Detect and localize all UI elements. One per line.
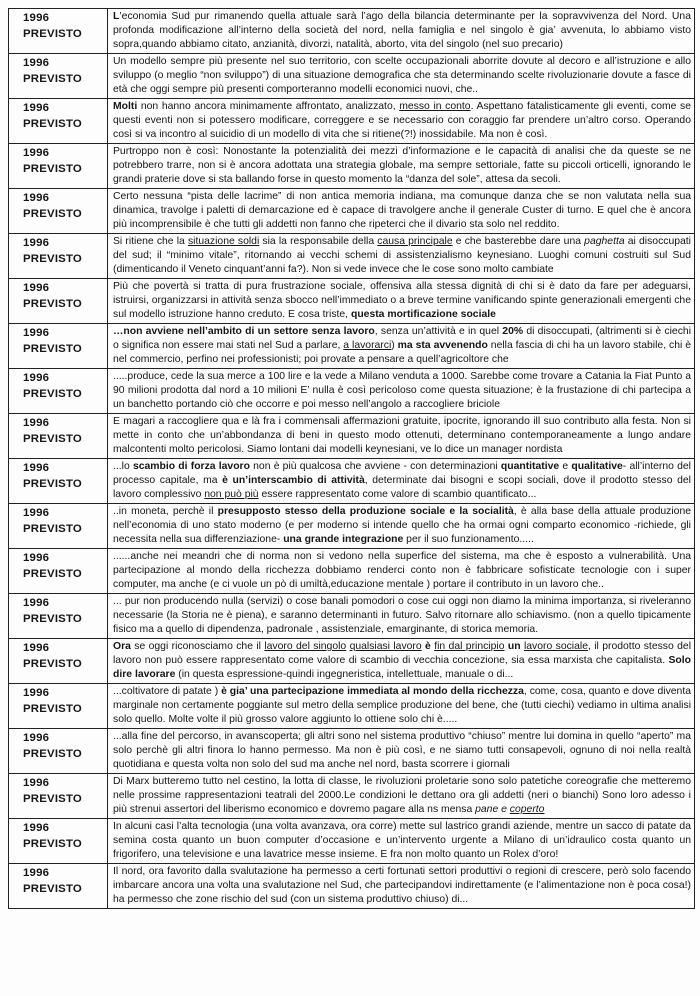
table-row (9, 369, 695, 414)
row-text-cell (108, 9, 695, 54)
table-row (9, 279, 695, 324)
table-row (9, 594, 695, 639)
year-label: 1996 (23, 237, 50, 249)
year-label: 1996 (23, 147, 50, 159)
table-row (9, 729, 695, 774)
status-label: PREVISTO (23, 208, 82, 220)
row-label-cell (9, 144, 108, 189)
year-label: 1996 (23, 192, 50, 204)
row-label-cell (9, 504, 108, 549)
paragraph-text (108, 819, 694, 863)
row-text-cell (108, 459, 695, 504)
status-label: PREVISTO (23, 838, 82, 850)
status-label: PREVISTO (23, 343, 82, 355)
text-segment: Si ritiene che la (113, 236, 188, 247)
status-label: PREVISTO (23, 163, 82, 175)
text-segment: nella fascia di chi ha un lavoro stabile, chi è nel commercio, perfino nei professionisti; poi provate a pensare a quell’agricoltore che (113, 339, 692, 365)
row-label-cell (9, 324, 108, 369)
text-segment: , determinate dai bisogni e scopi sociali, dove il prodotto stesso del lavoro complessivo (113, 474, 691, 500)
year-label: 1996 (23, 102, 50, 114)
text-segment: ai disoccupati del sud; il “minimo vitale”, ritornando ai vecchi schemi di assistenzialismo keynesiano. Luoghi comuni costruiti sul Sud (dimenticando il Veneto cinquant’anni fa?). Non si vede invece che le cose sono molto cambiate (113, 236, 691, 275)
text-segment: essere rappresentato come valore di scambio quantificato... (258, 488, 537, 500)
text-segment: fin dal principio (434, 641, 505, 652)
text-segment: pane e (475, 803, 510, 815)
paragraph-text (108, 549, 694, 593)
text-segment: paghetta (584, 236, 625, 247)
status-label: PREVISTO (23, 433, 82, 445)
text-segment: (in questa espressione-quindi ingegneristica, intellettuale, manuale o di... (175, 668, 514, 680)
status-label: PREVISTO (23, 613, 82, 625)
table-row (9, 459, 695, 504)
text-segment: . Aspettano fatalisticamente gli eventi, come se questi eventi non si potessero modificare, correggere e se necessario con coraggio far prendere un’altro corso. Operando così si va incontro al suicidio di un modello di vita che si ritiene(?!) inossidabile. Ma non è così. (113, 101, 691, 140)
row-text-cell (108, 369, 695, 414)
row-label-cell (9, 459, 108, 504)
year-label: 1996 (23, 12, 50, 24)
paragraph-text (108, 369, 694, 413)
paragraph-text (108, 774, 694, 818)
text-segment: di disoccupati, (altrimenti si è ciechi o significa non essere mai stati nel Sud a parlare, (113, 326, 691, 351)
table-row (9, 684, 695, 729)
row-label-cell (9, 279, 108, 324)
row-label-cell (9, 774, 108, 819)
text-segment: ’economia Sud pur rimanendo quella attuale sarà l’ago della bilancia determinante per la sopravvivenza del Nord. Una profonda modificazione all’interno della società del nord, nella famiglia e nel singolo è gia’ avvenuta, lo abbiamo visto sopra,quando abbiamo citato, anzianità, divorzi, natalità, aborto, vita del singolo (nel suo precario) (113, 11, 691, 50)
year-label: 1996 (23, 687, 50, 699)
paragraph-text (108, 144, 694, 188)
year-label: 1996 (23, 552, 50, 564)
status-label: PREVISTO (23, 388, 82, 400)
row-label-cell (9, 684, 108, 729)
text-segment: presupposto stesso della produzione sociale e la socialità (217, 506, 514, 517)
table-row (9, 144, 695, 189)
text-segment: quantitative (500, 461, 560, 472)
row-text-cell (108, 819, 695, 864)
year-label: 1996 (23, 57, 50, 69)
text-segment: e (559, 461, 572, 472)
paragraph-text (108, 459, 694, 503)
table-row (9, 504, 695, 549)
text-segment: qualitative (571, 461, 623, 472)
row-label-cell (9, 549, 108, 594)
paragraph-text (108, 54, 694, 98)
row-text-cell (108, 639, 695, 684)
row-label-cell (9, 99, 108, 144)
text-segment: è gia’ una partecipazione immediata al mondo della ricchezza (221, 686, 524, 697)
paragraph-text (108, 684, 694, 728)
year-label: 1996 (23, 642, 50, 654)
text-segment: ..in moneta, perchè il (113, 506, 218, 517)
text-segment: coperto (509, 803, 545, 815)
table-row (9, 54, 695, 99)
text-segment: Certo nessuna “pista delle lacrime” di non antica memoria indiana, ma comunque danza che se non valutata nella sua dinamica, travolge i paletti di demarcazione ed è capace di travolgere anche il generale Custer di turno. E quel che è ancora più incomprensibile è che tutti gli addetti non fanno che ripeterci che il divario sta solo nel reddito. (113, 191, 691, 230)
text-segment: situazione soldi (187, 236, 260, 247)
status-label: PREVISTO (23, 748, 82, 760)
text-segment: Di Marx butteremo tutto nel cestino, la lotta di classe, le rivoluzioni proletarie sono solo patetiche coreografie che metteremo nelle prossime rappresentazioni teatrali del 2000.Le condizioni le dettano ora gli addetti (neri o bianchi) Sono loro adesso i più strenui assertori del liberismo economico e dovremo pagare alla ns mensa (113, 776, 691, 815)
table-row (9, 414, 695, 459)
row-text-cell (108, 189, 695, 234)
status-label: PREVISTO (23, 298, 82, 310)
paragraph-text (108, 504, 694, 548)
status-label: PREVISTO (23, 253, 82, 265)
forecast-table (8, 8, 695, 909)
text-segment: Un modello sempre più presente nel suo territorio, con scelte occupazionali aborrite dovute al decoro e all’istruzione e allo sviluppo (o meglio “non sviluppo”) di una situazione demografica che sta determinando scelte rivoluzionarie dovute a fasce di età che oggi sempre più presenti comporteranno modelli economici nuovi, che.. (113, 56, 691, 95)
text-segment: non hanno ancora minimamente affrontato, analizzato, (137, 101, 400, 112)
status-label: PREVISTO (23, 28, 82, 40)
paragraph-text (108, 639, 694, 683)
text-segment: lavoro sociale (523, 641, 588, 652)
text-segment: , il prodotto stesso del lavoro non può essere rappresentato come valore di scambio di vecchia concezione, sia essa marxista che capitalista. (113, 641, 692, 666)
row-text-cell (108, 594, 695, 639)
table-row (9, 99, 695, 144)
row-label-cell (9, 594, 108, 639)
paragraph-text (108, 864, 694, 908)
status-label: PREVISTO (23, 568, 82, 580)
paragraph-text (108, 729, 694, 773)
paragraph-text (108, 594, 694, 638)
year-label: 1996 (23, 327, 50, 339)
paragraph-text (108, 324, 694, 368)
year-label: 1996 (23, 822, 50, 834)
text-segment: non può più (204, 488, 259, 500)
year-label: 1996 (23, 507, 50, 519)
table-body (9, 9, 695, 909)
text-segment: se oggi riconosciamo che il (130, 641, 265, 652)
text-segment: ma sta avvenendo (397, 339, 488, 351)
row-label-cell (9, 729, 108, 774)
paragraph-text (108, 279, 694, 323)
text-segment: Il nord, ora favorito dalla svalutazione ha permesso a certi fortunati settori produttivi o regioni di crescere, però solo facendo imbarcare ancora una volta una svalutazione nel Sud, che partecipandovi indirettamente (e l’alimentazione non è poca cosa!) ha permesso che zone rischio del sud (con un sistema produttivo chiuso) di... (113, 866, 691, 905)
text-segment: messo in conto (399, 101, 471, 112)
row-text-cell (108, 144, 695, 189)
row-text-cell (108, 414, 695, 459)
status-label: PREVISTO (23, 793, 82, 805)
row-label-cell (9, 9, 108, 54)
text-segment: sia la responsabile della (259, 236, 378, 247)
text-segment: Solo dire lavorare (113, 654, 691, 680)
text-segment: L (113, 11, 120, 22)
row-text-cell (108, 279, 695, 324)
table-row (9, 189, 695, 234)
year-label: 1996 (23, 777, 50, 789)
row-text-cell (108, 729, 695, 774)
row-label-cell (9, 54, 108, 99)
text-segment: ...coltivatore di patate ) (113, 686, 222, 697)
year-label: 1996 (23, 597, 50, 609)
text-segment: , come, cosa, quanto e dove diventa marginale non certamente poggiante sul metro della semplice produzione del bene, che (tutti ciechi) vediamo in ultima analisi solo quello. Molte volte il più grosso valore aggiunto lo ottiene solo chi è..... (113, 686, 691, 725)
text-segment: per il suo funzionamento..... (403, 533, 534, 545)
year-label: 1996 (23, 462, 50, 474)
row-text-cell (108, 504, 695, 549)
text-segment: Più che povertà si tratta di pura frustrazione sociale, offensiva alla stessa dignità di chi si è dato da fare per adeguarsi, istruirsi, organizzarsi in attività senza sbocco nell’immediato o a breve termine vanificando spinte generazionali emergenti che sul modello istruzione hanno creduto. E cosa triste, (113, 281, 691, 320)
text-segment: qualsiasi lavoro (349, 641, 422, 652)
row-text-cell (108, 234, 695, 279)
row-label-cell (9, 189, 108, 234)
status-label: PREVISTO (23, 523, 82, 535)
text-segment: ...lo (113, 461, 133, 472)
text-segment: ...alla fine del percorso, in avanscoperta; gli altri sono nel sistema produttivo “chiuso” mentre lui domina in quello “aperto” ma solo perchè gli altri finora lo hanno permesso. Ma non è più così, e ne siamo tutti consapevoli, ognuno di noi nella realtà quotidiana e questa volta non solo del sud ma anche nel nord, basta scorrere i giornali (113, 731, 691, 770)
table-row (9, 9, 695, 54)
text-segment: è (425, 641, 431, 652)
paragraph-text (108, 189, 694, 233)
text-segment: ... pur non producendo nulla (servizi) o cose banali pomodori o cose cui oggi non diamo la minima importanza, si riveleranno necessarie (la Storia ne è piena), e saranno determinanti in futuro. Salvo ritornare allo schiavismo. (non a quello tipicamente fisico ma a quello di dipendenza, padronale , assistenziale, emarginante, di storica memoria. (113, 596, 691, 635)
text-segment: - all’interno del processo capitale, ma (113, 461, 691, 486)
text-segment: e che basterebbe dare una (452, 236, 585, 247)
text-segment: è un’interscambio di attività (222, 474, 365, 486)
status-label: PREVISTO (23, 658, 82, 670)
text-segment: , senza un’attività e in quel (374, 326, 503, 337)
row-label-cell (9, 234, 108, 279)
text-segment: lavoro del singolo (264, 641, 347, 652)
text-segment: causa principale (377, 236, 453, 247)
year-label: 1996 (23, 732, 50, 744)
year-label: 1996 (23, 867, 50, 879)
text-segment: Purtroppo non è così: Nonostante la potenzialità dei mezzi d’informazione e le capacità di analisi che da queste se ne potrebbero trarre, non si è ancora adottata una strategia globale, ma sempre settoriale, fatte su piccoli orticelli, ignorando le grandi praterie dove si sta ballando forse in questo momento la “danza del sole”, attesa da secoli. (113, 146, 691, 185)
status-label: PREVISTO (23, 703, 82, 715)
status-label: PREVISTO (23, 118, 82, 130)
row-text-cell (108, 774, 695, 819)
text-segment: un (507, 641, 521, 652)
paragraph-text (108, 234, 694, 278)
row-label-cell (9, 369, 108, 414)
text-segment: E magari a raccogliere qua e là fra i commensali affermazioni gratuite, ipocrite, ignorando ill suo contributo alla festa. Non si mette in conto che un’abbondanza di beni in questo modo ottenuti, determinano contemporaneamente a lungo andare malcontenti molto pericolosi. Siamo lontani dai modelli keynesiani, ve lo dice un manager nordista (113, 416, 691, 455)
text-segment: non è più qualcosa che avviene - con determinazioni (249, 461, 501, 472)
row-text-cell (108, 99, 695, 144)
table-row (9, 864, 695, 909)
status-label: PREVISTO (23, 73, 82, 85)
row-text-cell (108, 684, 695, 729)
row-text-cell (108, 549, 695, 594)
row-text-cell (108, 864, 695, 909)
text-segment: Molti (113, 101, 138, 112)
text-segment: ) (391, 339, 398, 351)
table-row (9, 234, 695, 279)
row-label-cell (9, 414, 108, 459)
text-segment: una grande integrazione (283, 533, 404, 545)
text-segment: …non avviene nell’ambito di un settore senza lavoro (113, 326, 375, 337)
text-segment: questa mortificazione sociale (350, 308, 496, 320)
row-label-cell (9, 864, 108, 909)
table-row (9, 639, 695, 684)
paragraph-text (108, 99, 694, 143)
text-segment: a lavorarci (343, 339, 392, 351)
text-segment: scambio di forza lavoro (132, 461, 250, 472)
year-label: 1996 (23, 372, 50, 384)
year-label: 1996 (23, 282, 50, 294)
row-text-cell (108, 54, 695, 99)
document-page (8, 8, 692, 988)
table-row (9, 774, 695, 819)
row-label-cell (9, 819, 108, 864)
row-label-cell (9, 639, 108, 684)
paragraph-text (108, 414, 694, 458)
text-segment: In alcuni casi l’alta tecnologia (una volta avanzava, ora corre) mette sul lastrico grandi aziende, mentre un sacco di patate da semina costa quanto un buon computer d’occasione e un’intervento urgente a Milano di un’idraulico costa quanto un frigorifero, una televisione e una lavatrice messe insieme. E fra non molto quanto un Rolex d’oro! (113, 821, 691, 860)
row-text-cell (108, 324, 695, 369)
status-label: PREVISTO (23, 883, 82, 895)
year-label: 1996 (23, 417, 50, 429)
text-segment: ......anche nei meandri che di norma non si vedono nella superfice del sistema, ma che è esposto a vulnerabilità. Una partecipazione al mondo della ricchezza dobbiamo renderci conto non è fabbricare sofisticate tecnologie con i super computer, ma anche (e ci vuole un pò di umiltà,educazione mentale ) portare il contributo in un lavoro che.. (113, 551, 691, 590)
paragraph-text (108, 9, 694, 53)
text-segment: , è alla base della attuale produzione nell’economia di uno stato moderno (e per moderno si intende quello che ha ormai ogni comparto economico -richiede, gli necessita nella sua differenziazione- (113, 506, 692, 545)
table-row (9, 819, 695, 864)
table-row (9, 324, 695, 369)
status-label: PREVISTO (23, 478, 82, 490)
table-row (9, 549, 695, 594)
text-segment: 20% (502, 326, 524, 337)
text-segment: Ora (113, 641, 131, 652)
text-segment: .....produce, cede la sua merce a 100 lire e la vede a Milano venduta a 1000. Sarebbe come trovare a Catania la Fiat Punto a 90 milioni prodotta dal nord a 10 milioni E’ nulla è così pericoloso come questa situazione; è la frustazione di chi partecipa a un banchetto portando ciò che occorre e poi messo nell’angolo a raccogliere briciole (113, 371, 691, 410)
